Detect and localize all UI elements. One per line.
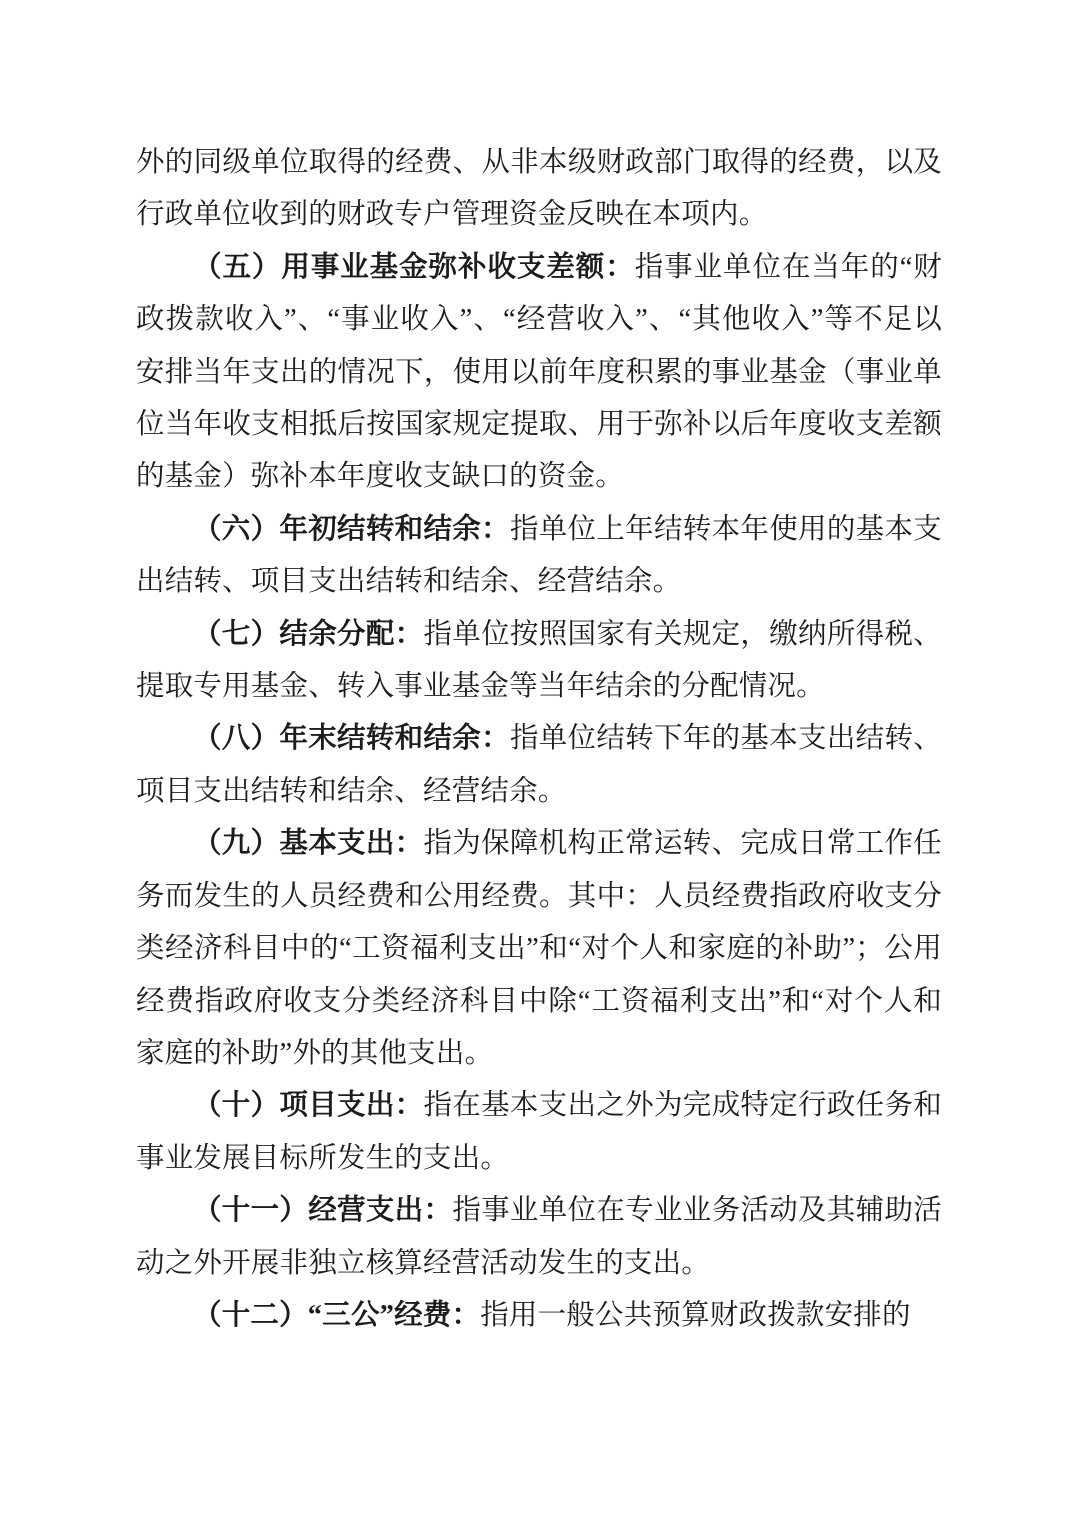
paragraph-text: 指为保障机构正常运转、完成日常工作任务而发生的人员经费和公用经费。其中：人员经费指政府收支分类经济科目中的“工资福利支出”和“对个人和家庭的补助”；公用经费指政府收支分类经济科目中除“工资福利支出”和“对个人和家庭的补助”外的其他支出。: [136, 828, 942, 1069]
term-definition-paragraph: [136, 504, 942, 609]
term-heading: （八）年末结转和结余：: [193, 723, 510, 755]
term-heading: （九）基本支出：: [193, 828, 424, 860]
paragraph-text: 指事业单位在专业业务活动及其辅助活动之外开展非独立核算经营活动发生的支出。: [136, 1195, 942, 1279]
term-definition-paragraph: [136, 609, 942, 714]
term-definition-paragraph: [136, 242, 942, 504]
term-definition-paragraph: [136, 713, 942, 818]
term-heading: （七）结余分配：: [193, 618, 424, 650]
paragraph-text: 指事业单位在当年的“财政拨款收入”、“事业收入”、“经营收入”、“其他收入”等不足以安排当年支出的情况下，使用以前年度积累的事业基金（事业单位当年收支相抵后按国家规定提取、用于弥补以后年度收支差额的基金）弥补本年度收支缺口的资金。: [136, 251, 942, 493]
term-heading: （十一）经营支出：: [193, 1195, 453, 1227]
paragraph-text: 指用一般公共预算财政拨款安排的: [480, 1299, 911, 1331]
paragraph-text: 指单位上年结转本年使用的基本支出结转、项目支出结转和结余、经营结余。: [136, 513, 942, 598]
paragraph-text: 指单位按照国家有关规定，缴纳所得税、提取专用基金、转入事业基金等当年结余的分配情况。: [136, 618, 942, 703]
term-heading: （十）项目支出：: [193, 1090, 424, 1122]
term-heading: （五）用事业基金弥补收支差额：: [193, 251, 635, 283]
term-heading: （六）年初结转和结余：: [193, 513, 510, 545]
term-definition-paragraph: [136, 1185, 942, 1290]
term-heading: （十二）“三公”经费：: [193, 1299, 481, 1331]
paragraph-text: 指在基本支出之外为完成特定行政任务和事业发展目标所发生的支出。: [136, 1090, 942, 1174]
term-definition-paragraph: [136, 1080, 942, 1185]
paragraph-text: 外的同级单位取得的经费、从非本级财政部门取得的经费，以及行政单位收到的财政专户管理资金反映在本项内。: [136, 147, 942, 231]
term-definition-paragraph: [136, 1290, 942, 1342]
paragraph-text: 指单位结转下年的基本支出结转、项目支出结转和结余、经营结余。: [136, 723, 942, 807]
term-definition-paragraph: [136, 818, 942, 1080]
paragraph-continuation: [136, 137, 942, 242]
